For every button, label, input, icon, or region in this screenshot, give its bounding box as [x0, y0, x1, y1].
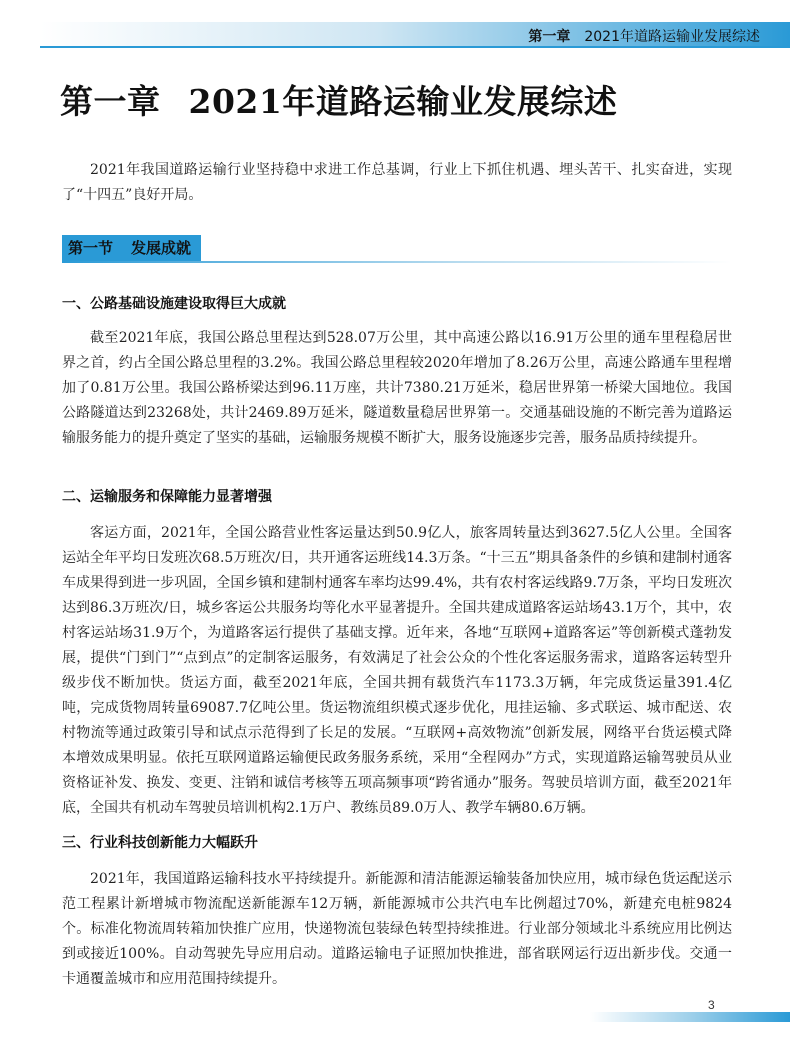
- subsection-body-3: 2021年，我国道路运输科技水平持续提升。新能源和清洁能源运输装备加快应用，城市绿色货运配送示范工程累计新增城市物流配送新能源车12万辆，新能源城市公共汽电车比例超过70%，新建充电桩9824个。标准化物流周转箱加快推广应用，快递物流包装绿色转型持续推进。行业部分领域北斗系统应用比例达到或接近100%。自动驾驶先导应用启动。道路运输电子证照加快推进，部省联网运行迈出新步伐。交通一卡通覆盖城市和应用范围持续提升。: [62, 871, 732, 987]
- section-number: 第一节: [68, 239, 114, 257]
- subsection-heading-2: 二、运输服务和保障能力显著增强: [62, 489, 272, 505]
- chapter-number: 第一章: [60, 82, 161, 121]
- section-title: 发展成就: [131, 239, 192, 257]
- footer-stripe: [590, 1012, 790, 1022]
- chapter-title: [60, 76, 617, 123]
- section-divider: [62, 261, 732, 263]
- running-header: [0, 22, 790, 48]
- chapter-title-text: 2021年道路运输业发展综述: [188, 82, 618, 121]
- header-label: [528, 26, 760, 46]
- header-title: 2021年道路运输业发展综述: [584, 29, 760, 45]
- subsection-heading-3: 三、行业科技创新能力大幅跃升: [62, 835, 258, 851]
- subsection-body-2: 客运方面，2021年，全国公路营业性客运量达到50.9亿人，旅客周转量达到3627.5亿人公里。全国客运站全年平均日发班次68.5万班次/日，共开通客运班线14.3万条。“十三五”期具备条件的乡镇和建制村通客车成果得到进一步巩固，全国乡镇和建制村通客车率均达99.4%，共有农村客运线路9.7万条，平均日发班次达到86.3万班次/日，城乡客运公共服务均等化水平显著提升。全国共建成道路客运站场43.1万个，其中，农村客运站场31.9万个，为道路客运行提供了基础支撑。近年来，各地“互联网+道路客运”等创新模式蓬勃发展，提供“门到门”“点到点”的定制客运服务，有效满足了社会公众的个性化客运服务需求，道路客运转型升级步伐不断加快。货运方面，截至2021年底，全国共拥有载货汽车1173.3万辆，年完成货运量391.4亿吨，完成货物周转量69087.7亿吨公里。货运物流组织模式逐步优化，甩挂运输、多式联运、城市配送、农村物流等通过政策引导和试点示范得到了长足的发展。“互联网+高效物流”创新发展，网络平台货运模式降本增效成果明显。依托互联网道路运输便民政务服务系统，采用“全程网办”方式，实现道路运输驾驶员从业资格证补发、换发、变更、注销和诚信考核等五项高频事项“跨省通办”服务。驾驶员培训方面，截至2021年底，全国共有机动车驾驶员培训机构2.1万户、教练员89.0万人、教学车辆80.6万辆。: [62, 525, 732, 816]
- section-heading: [62, 235, 201, 261]
- intro-paragraph: 2021年我国道路运输行业坚持稳中求进工作总基调，行业上下抓住机遇、埋头苦干、扎实奋进，实现了“十四五”良好开局。: [62, 162, 732, 203]
- header-chapter: 第一章: [528, 29, 571, 45]
- subsection-body-1: 截至2021年底，我国公路总里程达到528.07万公里，其中高速公路以16.91万公里的通车里程稳居世界之首，约占全国公路总里程的3.2%。我国公路总里程较2020年增加了8.26万公里，高速公路通车里程增加了0.81万公里。我国公路桥梁达到96.11万座，共计7380.21万延米，稳居世界第一桥梁大国地位。我国公路隧道达到23268处，共计2469.89万延米，隧道数量稳居世界第一。交通基础设施的不断完善为道路运输服务能力的提升奠定了坚实的基础，运输服务规模不断扩大，服务设施逐步完善，服务品质持续提升。: [62, 330, 732, 446]
- subsection-heading-1: 一、公路基础设施建设取得巨大成就: [62, 296, 286, 312]
- page-number: 3: [708, 998, 715, 1012]
